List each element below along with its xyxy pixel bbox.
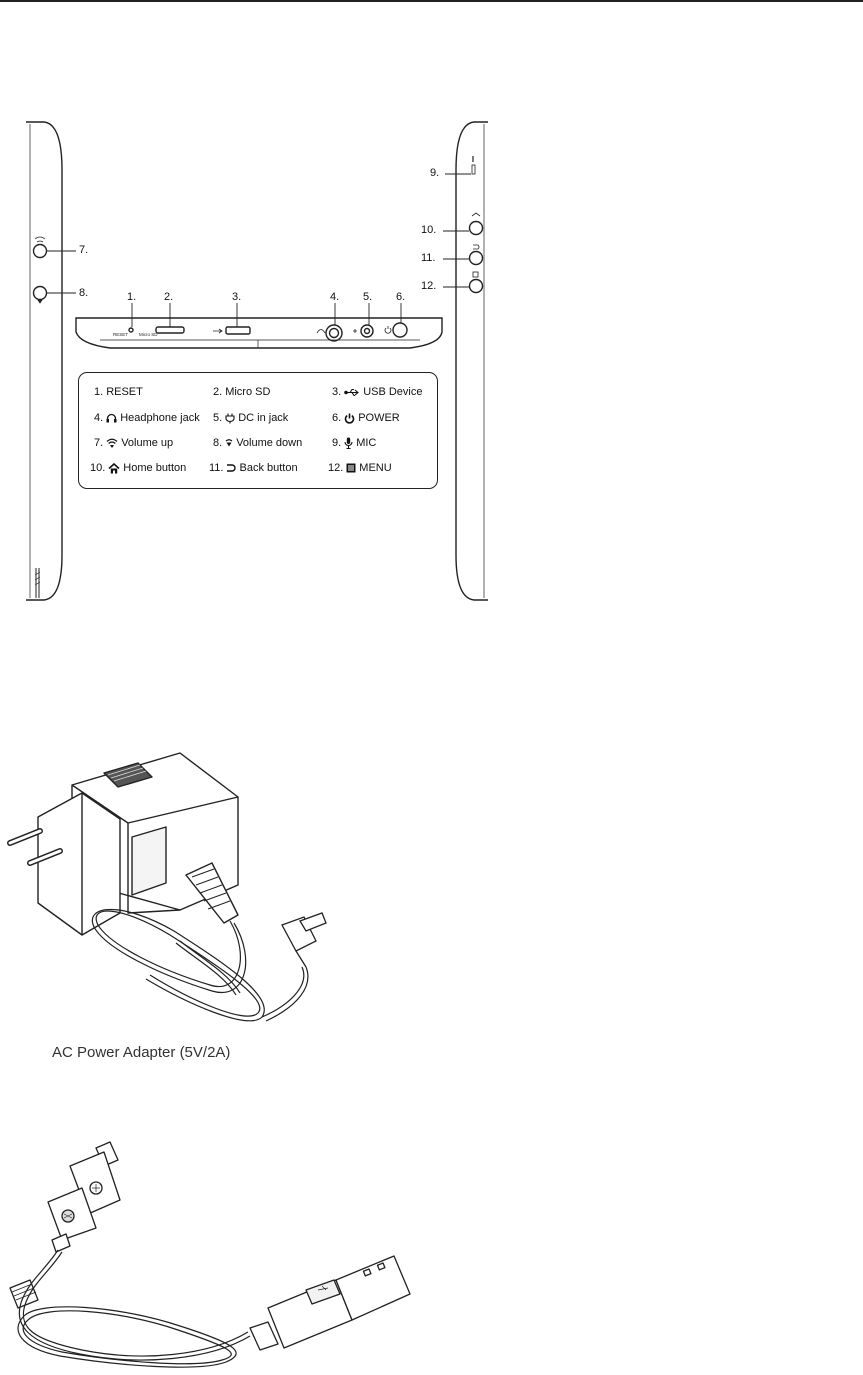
ac-adapter-illustration — [0, 745, 360, 1045]
callout-11: 11. — [421, 252, 436, 264]
legend-label: Volume down — [236, 437, 303, 449]
power-icon — [344, 413, 355, 424]
legend-num: 6. — [332, 412, 342, 424]
edge-microsd-label: Micro SD — [139, 332, 158, 337]
legend-label: DC in jack — [238, 412, 289, 424]
edge-reset-label: RESET — [113, 332, 129, 337]
legend-label: POWER — [358, 412, 400, 424]
headphone-icon — [106, 413, 117, 423]
legend-item-dc — [213, 412, 288, 424]
usb-cable-illustration — [0, 1130, 420, 1370]
callout-1: 1. — [127, 291, 137, 303]
mic-icon — [344, 437, 353, 449]
home-icon — [108, 463, 120, 474]
legend-item-power — [332, 412, 400, 424]
legend-item-volume-up — [94, 437, 173, 449]
dc-plug-icon — [225, 413, 235, 424]
usb-icon — [344, 388, 360, 397]
legend-item-back — [209, 462, 298, 474]
legend-item-home — [90, 462, 186, 474]
tablet-diagram — [0, 0, 863, 610]
legend-num: 1. — [94, 386, 104, 398]
legend-label: Headphone jack — [120, 412, 200, 424]
adapter-caption: AC Power Adapter (5V/2A) — [52, 1044, 231, 1061]
callout-12: 12. — [421, 280, 437, 292]
callout-7: 7. — [79, 244, 89, 256]
legend-box — [78, 372, 438, 489]
legend-num: 2. — [213, 386, 223, 398]
callout-3: 3. — [232, 291, 242, 303]
menu-icon — [346, 463, 356, 473]
volume-down-icon — [225, 438, 233, 448]
legend-item-menu — [328, 462, 392, 474]
back-icon — [226, 463, 236, 473]
legend-label: Micro SD — [225, 386, 271, 398]
legend-label: RESET — [106, 386, 143, 398]
legend-label: Back button — [239, 462, 298, 474]
callout-2: 2. — [164, 291, 174, 303]
legend-label: Home button — [123, 462, 187, 474]
legend-num: 5. — [213, 412, 223, 424]
legend-label: USB Device — [363, 386, 423, 398]
legend-label: MENU — [359, 462, 392, 474]
callout-5: 5. — [363, 291, 373, 303]
legend-num: 9. — [332, 437, 342, 449]
legend-num: 12. — [328, 462, 344, 474]
callout-4: 4. — [330, 291, 340, 303]
legend-item-usb — [332, 386, 422, 398]
legend-item-micro-sd — [213, 386, 270, 398]
legend-num: 10. — [90, 462, 106, 474]
legend-num: 11. — [209, 462, 224, 474]
legend-item-reset — [94, 386, 143, 398]
callout-9: 9. — [430, 167, 440, 179]
legend-num: 7. — [94, 437, 104, 449]
volume-up-icon — [106, 438, 118, 449]
legend-num: 4. — [94, 412, 104, 424]
legend-item-volume-down — [213, 437, 302, 449]
legend-item-headphone — [94, 412, 200, 424]
callout-10: 10. — [421, 224, 437, 236]
legend-num: 8. — [213, 437, 223, 449]
legend-label: MIC — [356, 437, 377, 449]
legend-num: 3. — [332, 386, 342, 398]
callout-6: 6. — [396, 291, 406, 303]
legend-label: Volume up — [121, 437, 174, 449]
callout-8: 8. — [79, 287, 89, 299]
legend-item-mic — [332, 437, 376, 449]
